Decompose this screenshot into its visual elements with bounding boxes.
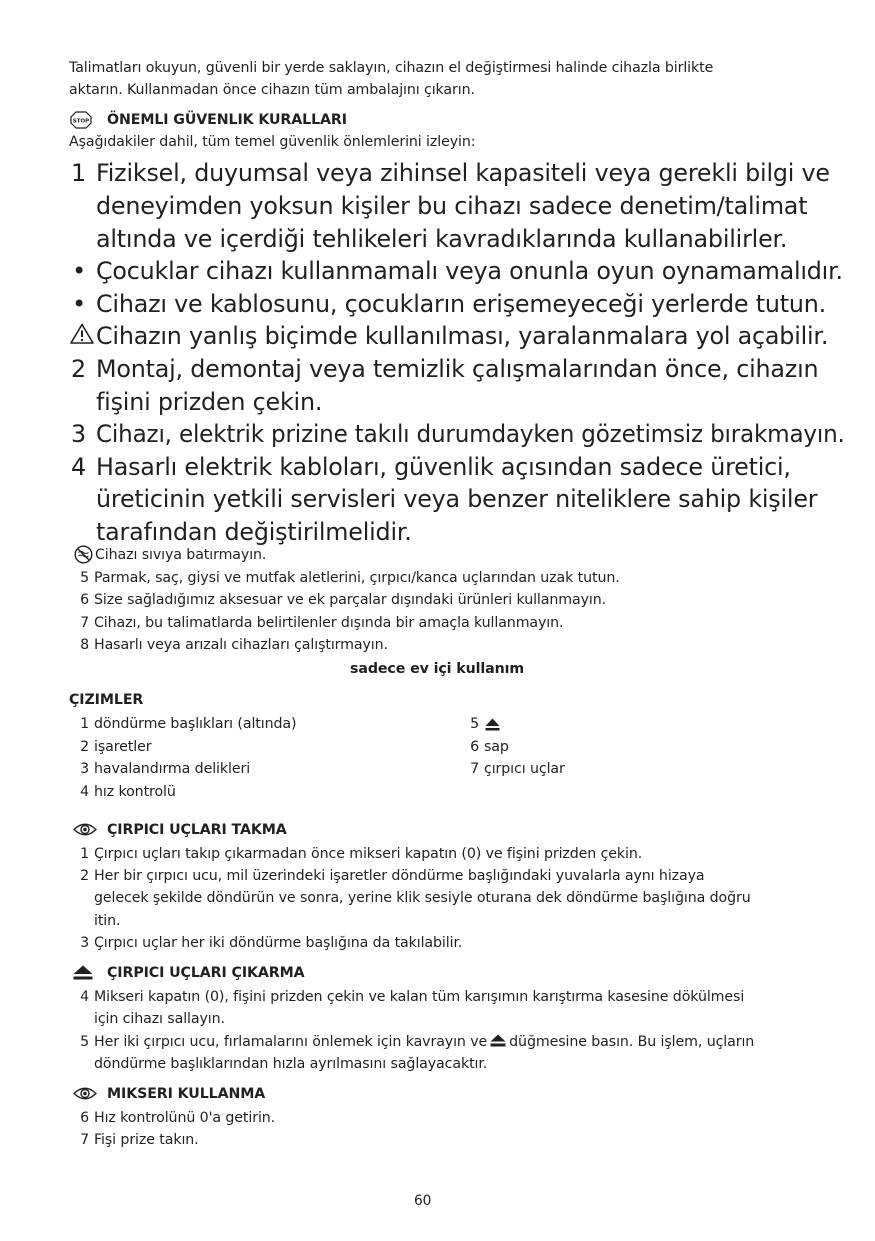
remove-step-4-line-2: için cihazı sallayın. xyxy=(94,1011,225,1027)
remove-step-4-line-1: Mikseri kapatın (0), fişini prizden çekin ve kalan tüm karışımın karıştırma kasesine dökülmesi xyxy=(94,989,745,1005)
use-step-7: Fişi prize takın. xyxy=(94,1132,199,1148)
item-number: 7 xyxy=(80,615,89,631)
safety-small-item: Parmak, saç, giysi ve mutfak aletlerini, çırpıcı/kanca uçlarından uzak tutun. xyxy=(94,570,620,586)
item-number: 7 xyxy=(80,1132,89,1148)
item-number: 4 xyxy=(80,989,89,1005)
item-number: 1 xyxy=(80,716,89,732)
safety-item-misuse-line: Cihazın yanlış biçimde kullanılması, yaralanmalara yol açabilir. xyxy=(96,322,829,350)
drawing-part-label: işaretler xyxy=(94,739,152,755)
attach-step-1: Çırpıcı uçları takıp çıkarmadan önce mikseri kapatın (0) ve fişini prizden çekin. xyxy=(94,846,643,862)
item-number: 1 xyxy=(80,846,89,862)
item-number: 6 xyxy=(470,739,479,755)
item-number: 5 xyxy=(80,570,89,586)
safety-small-item: Hasarlı veya arızalı cihazları çalıştırmayın. xyxy=(94,637,388,653)
safety-item-1-line-1: Fiziksel, duyumsal veya zihinsel kapasiteli veya gerekli bilgi ve xyxy=(96,159,830,187)
eject-icon xyxy=(73,965,93,980)
safety-item-4-line-1: Hasarlı elektrik kabloları, güvenlik açısından sadece üretici, xyxy=(96,453,791,481)
bullet-marker: • xyxy=(72,257,86,285)
attach-step-3: Çırpıcı uçlar her iki döndürme başlığına da takılabilir. xyxy=(94,935,463,951)
item-number: 7 xyxy=(470,761,479,777)
drawing-part-label: sap xyxy=(484,739,509,755)
safety-heading: ÖNEMLI GÜVENLIK KURALLARI xyxy=(107,112,347,128)
item-number: 8 xyxy=(80,637,89,653)
eye-icon xyxy=(73,1085,97,1102)
stop-icon xyxy=(70,111,92,129)
stop-icon-text: STOP xyxy=(72,118,90,125)
attach-heading: ÇIRPICI UÇLARI TAKMA xyxy=(107,822,287,838)
safety-small-item: Cihazı, bu talimatlarda belirtilenler dışında bir amaçla kullanmayın. xyxy=(94,615,564,631)
safety-item-cord-line: Cihazı ve kablosunu, çocukların erişemeyeceği yerlerde tutun. xyxy=(96,290,827,318)
item-number: 2 xyxy=(80,739,89,755)
safety-item-3-line: Cihazı, elektrik prizine takılı durumdayken gözetimsiz bırakmayın. xyxy=(96,420,845,448)
item-number: 5 xyxy=(470,716,479,732)
bullet-marker: • xyxy=(72,290,86,318)
eject-icon xyxy=(490,1034,506,1047)
safety-item-2-line-1: Montaj, demontaj veya temizlik çalışmalarından önce, cihazın xyxy=(96,355,819,383)
use-heading: MIKSERI KULLANMA xyxy=(107,1086,266,1102)
no-immerse-text: Cihazı sıvıya batırmayın. xyxy=(95,547,267,563)
item-number: 6 xyxy=(80,1110,89,1126)
household-use-note: sadece ev içi kullanım xyxy=(350,661,525,677)
safety-item-children-line: Çocuklar cihazı kullanmamalı veya onunla oyun oynamamalıdır. xyxy=(96,257,843,285)
item-number: 5 xyxy=(80,1034,89,1050)
attach-step-2-line-1: Her bir çırpıcı ucu, mil üzerindeki işaretler döndürme başlığındaki yuvalarla aynı hizaya xyxy=(94,868,705,884)
safety-item-4-line-2: üreticinin yetkili servisleri veya benzer niteliklere sahip kişiler xyxy=(96,485,818,513)
intro-line-1: Talimatları okuyun, güvenli bir yerde saklayın, cihazın el değiştirmesi halinde cihazla birlikte xyxy=(69,60,714,76)
safety-item-1-line-3: altında ve içerdiği tehlikeleri kavradıklarında kullanabilirler. xyxy=(96,225,788,253)
use-step-6: Hız kontrolünü 0'a getirin. xyxy=(94,1110,276,1126)
warning-icon xyxy=(70,323,94,344)
safety-item-4-line-3: tarafından değiştirilmelidir. xyxy=(96,518,412,546)
safety-item-marker: 1 xyxy=(71,159,86,187)
remove-step-5-line-2: döndürme başlıklarından hızla ayrılmasını sağlayacaktır. xyxy=(94,1056,488,1072)
eject-icon xyxy=(485,718,500,731)
drawing-part-label: havalandırma delikleri xyxy=(94,761,251,777)
safety-item-1-line-2: deneyimden yoksun kişiler bu cihazı sadece denetim/talimat xyxy=(96,192,808,220)
safety-item-marker: 2 xyxy=(71,355,86,383)
item-number: 3 xyxy=(80,935,89,951)
attach-step-2-line-3: itin. xyxy=(94,913,121,929)
item-number: 6 xyxy=(80,592,89,608)
no-immerse-icon xyxy=(74,545,93,564)
drawing-part-label: çırpıcı uçlar xyxy=(484,761,565,777)
safety-item-marker: 4 xyxy=(71,453,86,481)
drawing-part-label: döndürme başlıkları (altında) xyxy=(94,716,297,732)
item-number: 3 xyxy=(80,761,89,777)
attach-step-2-line-2: gelecek şekilde döndürün ve sonra, yerine klik sesiyle oturana dek döndürme başlığına doğru xyxy=(94,890,751,906)
intro-line-2: aktarın. Kullanmadan önce cihazın tüm ambalajını çıkarın. xyxy=(69,82,475,98)
drawing-part-label: hız kontrolü xyxy=(94,784,176,800)
safety-item-marker: 3 xyxy=(71,420,86,448)
remove-step-5-line-1: Her iki çırpıcı ucu, fırlamalarını önlemek için kavrayın ve düğmesine basın. Bu işlem, uçların xyxy=(94,1034,755,1050)
item-number: 2 xyxy=(80,868,89,884)
drawings-heading: ÇIZIMLER xyxy=(69,692,144,708)
item-number: 4 xyxy=(80,784,89,800)
remove-heading: ÇIRPICI UÇLARI ÇIKARMA xyxy=(107,965,305,981)
safety-small-item: Size sağladığımız aksesuar ve ek parçalar dışındaki ürünleri kullanmayın. xyxy=(94,592,607,608)
safety-subheading: Aşağıdakiler dahil, tüm temel güvenlik önlemlerini izleyin: xyxy=(69,134,476,150)
eye-icon xyxy=(73,821,97,838)
page-number: 60 xyxy=(413,1193,432,1209)
safety-item-2-line-2: fişini prizden çekin. xyxy=(96,388,323,416)
